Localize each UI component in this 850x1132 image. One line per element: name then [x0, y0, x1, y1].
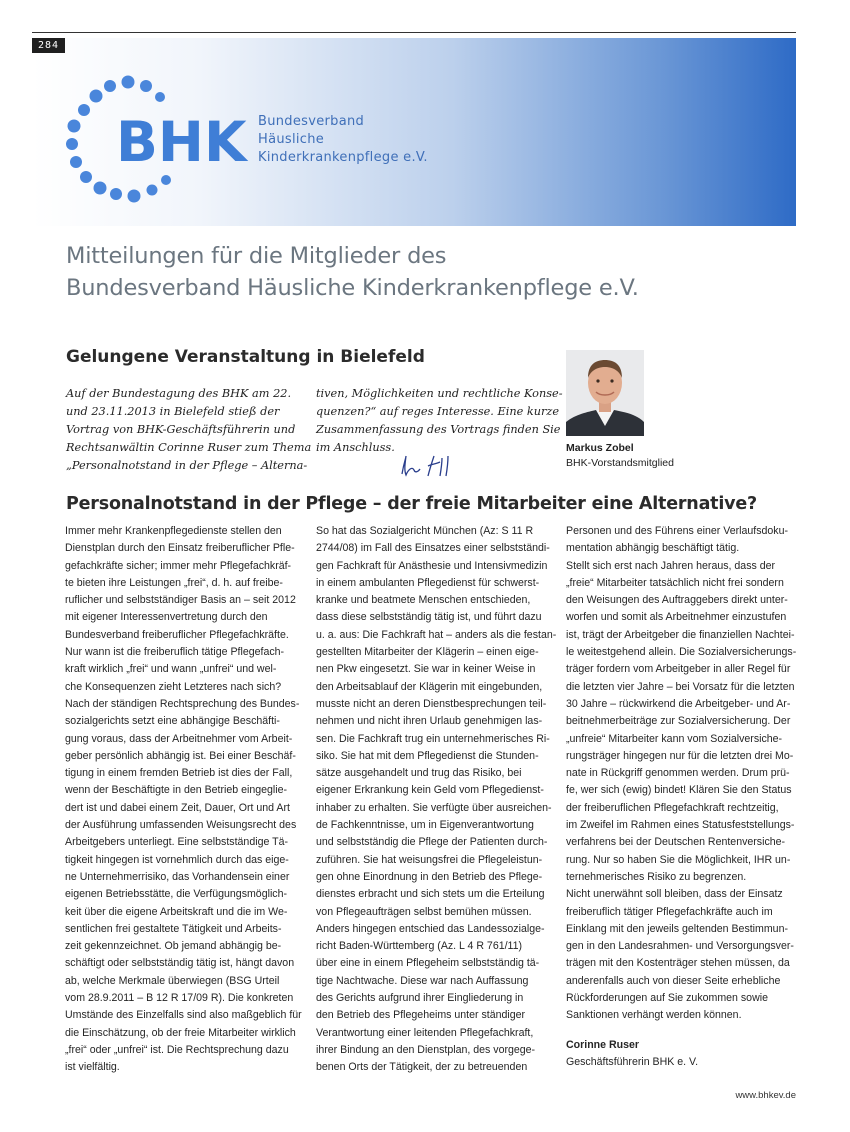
- text-line: nen Pkw eingesetzt. Sie war in keiner Weise in: [316, 663, 536, 676]
- text-line: eigenen Betriebsstätte, die Verfügungsmöglich-: [65, 888, 288, 901]
- text-line: 2744/08) im Fall des Einsatzes einer selbstständi-: [316, 542, 550, 555]
- text-line: siko. Sie hat mit dem Pflegedienst die Stunden-: [316, 749, 539, 762]
- text-line: mit eigener Interessenvertretung durch den: [65, 611, 268, 624]
- text-line: über eine in einem Pflegeheim selbstständig tä-: [316, 957, 540, 970]
- text-line: Umstände des Einzelfalls sind also maßgeblich für: [65, 1009, 302, 1022]
- text-line: sätze ausgehandelt und trug das Risiko, bei: [316, 767, 522, 780]
- text-line: sen. Die Fachkraft trug ein unternehmerisches Ri-: [316, 732, 550, 745]
- page-number: 284: [32, 38, 65, 53]
- text-line: Bundesverband freiberuflicher Pflegefachkräfte.: [65, 628, 289, 641]
- text-line: von Pflegeaufträgen selbst bemühen müssen.: [316, 905, 532, 918]
- intro-line: Rechtsanwältin Corinne Ruser zum Thema: [66, 441, 312, 454]
- article-column-3: [566, 523, 798, 1071]
- text-line: den Weisungen des Auftraggebers direkt unter-: [566, 594, 788, 607]
- text-line: Immer mehr Krankenpflegedienste stellen den: [65, 525, 282, 537]
- handwritten-signature: [398, 452, 460, 480]
- text-line: „freie“ Mitarbeiter tatsächlich nicht frei sondern: [566, 576, 784, 589]
- text-line: keit über die eigene Arbeitskraft und die im We-: [65, 905, 288, 918]
- intro-line: tiven, Möglichkeiten und rechtliche Konse-: [316, 387, 563, 400]
- article-heading: Personalnotstand in der Pflege – der freie Mitarbeiter eine Alternative?: [66, 494, 757, 514]
- text-line: Nur wann ist die freiberuflich tätige Pflegefach-: [65, 646, 285, 659]
- author-role: Geschäftsführerin BHK e. V.: [566, 1055, 699, 1068]
- portrait-photo: [566, 350, 644, 436]
- text-line: ist vielfältig.: [65, 1061, 120, 1074]
- page-title-line: Bundesverband Häusliche Kinderkrankenpflege e.V.: [66, 275, 639, 301]
- text-line: nehmen und nicht ihren Urlaub genehmigen las-: [316, 715, 543, 728]
- org-line: Bundesverband: [258, 114, 365, 129]
- text-line: u. a. aus: Die Fachkraft hat – anders als die festan-: [316, 628, 557, 641]
- text-line: zuführen. Sie hat weisungsfrei die Pflegeleistun-: [316, 853, 543, 866]
- text-line: „unfreie“ Mitarbeiter kann vom Sozialversiche-: [566, 732, 783, 745]
- text-line: mentation abhängig beschäftigt tätig.: [566, 542, 740, 555]
- text-line: Arbeitgebers unterliegt. Eine selbstständige Tä-: [65, 836, 288, 849]
- text-line: eigener Erkrankung kein Geld vom Pflegedienst-: [316, 784, 544, 797]
- text-line: der Ausführung umfassenden Weisungsrecht des: [65, 819, 297, 832]
- text-line: freiberuflich tätiger Pflegefachkräfte auch im: [566, 905, 773, 918]
- intro-line: quenzen?“ auf reges Interesse. Eine kurze: [316, 405, 560, 418]
- text-line: ist, trägt der Arbeitgeber die finanziellen Nachtei-: [566, 628, 795, 641]
- intro-line: im Anschluss.: [316, 441, 395, 454]
- article-column-2: [316, 523, 557, 1077]
- text-line: sentlichen frei gestaltete Tätigkeit und Arbeits-: [65, 922, 282, 935]
- text-line: tigkeit hingegen ist vornehmlich durch das eige-: [65, 853, 289, 866]
- text-line: geber persönlich abhängig ist. Bei einer Beschäf-: [65, 749, 296, 762]
- spacer: [566, 1025, 798, 1037]
- intro-line: Auf der Bundestagung des BHK am 22.: [66, 387, 292, 400]
- text-line: schäftigt oder selbstständig tätig ist, hängt davon: [65, 957, 295, 970]
- org-line: Häusliche: [258, 132, 325, 147]
- text-line: anderenfalls auch von dieser Seite erhebliche: [566, 974, 781, 987]
- text-line: gung voraus, dass der Arbeitnehmer vom Arbeit-: [65, 732, 293, 745]
- text-line: rung. Nur so haben Sie die Möglichkeit, IHR un-: [566, 853, 791, 866]
- text-line: de Fachkenntnisse, um in Eigenverantwortung: [316, 819, 534, 832]
- text-line: gestellten Mitarbeiter der Klägerin – einen eige-: [316, 646, 539, 659]
- logo-text: BHK: [116, 110, 247, 174]
- text-line: und selbstständig die Pflege der Patienten durch-: [316, 836, 548, 849]
- text-line: ternehmerisches Risiko zu begrenzen.: [566, 870, 747, 883]
- event-intro-col1: [66, 385, 312, 475]
- text-line: gen in den Landesrahmen- und Versorgungsver-: [566, 940, 794, 953]
- org-name: [258, 113, 428, 167]
- text-line: te bieten ihre Leistungen „frei“, d. h. auf freibe-: [65, 576, 283, 589]
- event-intro-col2: [316, 385, 563, 457]
- text-line: wenn der Beschäftigte in den Betrieb eingeglie-: [65, 784, 288, 797]
- text-line: im Zweifel im Rahmen eines Statusfeststellungs-: [566, 819, 795, 832]
- text-line: rungsträger hingegen nur für die letzten drei Mo-: [566, 749, 794, 762]
- page-title-line: Mitteilungen für die Mitglieder des: [66, 243, 447, 269]
- text-line: Sanktionen verhängt werden können.: [566, 1009, 742, 1022]
- text-line: trägen mit den Kostenträger stehen müssen, da: [566, 957, 790, 970]
- text-line: inhaber zu erhalten. Sie verfügte über ausreichen-: [316, 801, 552, 814]
- text-line: gefachkräfte sicher; immer mehr Pflegefachkräf-: [65, 559, 292, 572]
- person-name: Markus Zobel: [566, 442, 634, 454]
- text-line: ne Unternehmerrisiko, das Vorhandensein einer: [65, 870, 290, 883]
- text-line: Personen und des Führens einer Verlaufsdoku-: [566, 525, 789, 537]
- text-line: ihrer Bindung an den Dienstplan, des vorgege-: [316, 1043, 536, 1056]
- text-line: richt Baden-Württemberg (Az. L 4 R 761/11): [316, 940, 523, 953]
- event-heading: Gelungene Veranstaltung in Bielefeld: [66, 347, 425, 367]
- text-line: 30 Jahre – rückwirkend die Arbeitgeber- und Ar-: [566, 697, 791, 710]
- text-line: sozialgerichts setzt eine abhängige Beschäfti-: [65, 715, 280, 728]
- text-line: gen ohne Einordnung in den Betrieb des Pflege-: [316, 870, 543, 883]
- footer-url[interactable]: www.bhkev.de: [735, 1090, 796, 1101]
- text-line: So hat das Sozialgericht München (Az: S 11 R: [316, 525, 534, 537]
- text-line: kranke und beatmete Menschen entschieden,: [316, 594, 531, 607]
- text-line: beitnehmerbeiträge zur Sozialversicherung. Der: [566, 715, 791, 728]
- text-line: „frei“ oder „unfrei“ ist. Die Rechtsprechung dazu: [65, 1043, 289, 1056]
- org-line: Kinderkrankenpflege e.V.: [258, 150, 428, 165]
- text-line: Nach der ständigen Rechtsprechung des Bundes-: [65, 697, 300, 710]
- intro-line: Zusammenfassung des Vortrags finden Sie: [316, 423, 561, 436]
- text-line: ruflicher und selbstständiger Basis an – seit 2012: [65, 594, 296, 607]
- text-line: ab, welche Merkmale überwiegen (BSG Urteil: [65, 974, 280, 987]
- text-line: zeit gekennzeichnet. Ob jemand abhängig be-: [65, 940, 282, 953]
- text-line: tige Nachtwache. Diese war nach Auffassung: [316, 974, 529, 987]
- text-line: nate in Rückgriff genommen werden. Drum prü-: [566, 767, 790, 780]
- text-line: den Betrieb des Pflegeheims unter ständiger: [316, 1009, 526, 1022]
- text-line: die letzten vier Jahre – bei Vorsatz für die letzten: [566, 680, 795, 693]
- text-line: den Arbeitsablauf der Klägerin mit eingebunden,: [316, 680, 543, 693]
- text-line: Dienstplan durch den Einsatz freiberuflicher Pfle-: [65, 542, 295, 555]
- text-line: Rückforderungen auf Sie zukommen sowie: [566, 992, 768, 1005]
- text-line: benen Orts der Tätigkeit, der zu betreuenden: [316, 1061, 528, 1074]
- text-line: vom 28.9.2011 – B 12 R 17/09 R). Die konkreten: [65, 992, 294, 1005]
- text-line: Stellt sich erst nach Jahren heraus, dass der: [566, 559, 776, 572]
- text-line: Nicht unerwähnt soll bleiben, dass der Einsatz: [566, 888, 783, 901]
- text-line: musste nicht an deren Dienstbesprechungen teil-: [316, 697, 547, 710]
- intro-line: und 23.11.2013 in Bielefeld stieß der: [66, 405, 280, 418]
- text-line: tigung in einem fremden Betrieb ist dies der Fall,: [65, 767, 293, 780]
- text-line: dert ist und dabei einem Zeit, Dauer, Ort und Art: [65, 801, 290, 814]
- person-role: BHK-Vorstandsmitglied: [566, 457, 674, 469]
- text-line: träger fordern vom Arbeitgeber in aller Regel für: [566, 663, 791, 676]
- page-title: [66, 240, 639, 304]
- text-line: des Gerichts aufgrund ihrer Eingliederung in: [316, 992, 524, 1005]
- text-line: che Konsequenzen zieht Letzteres nach sich?: [65, 680, 282, 693]
- author-name: Corinne Ruser: [566, 1038, 639, 1051]
- intro-line: Vortrag von BHK-Geschäftsführerin und: [66, 423, 296, 436]
- bhk-logo: [60, 70, 250, 210]
- article-column-1: [65, 523, 302, 1077]
- text-line: le weitestgehend allein. Die Sozialversicherungs-: [566, 646, 797, 659]
- text-line: dienstes erbracht und sich stets um die Erteilung: [316, 888, 545, 901]
- text-line: dass diese selbstständig tätig ist, und führt dazu: [316, 611, 542, 624]
- text-line: worfen und somit als Arbeitnehmer einzustufen: [566, 611, 787, 624]
- text-line: der freiberuflichen Pflegefachkraft rechtzeitig,: [566, 801, 779, 814]
- text-line: fe, wer sich (ewig) bindet! Klären Sie den Status: [566, 784, 792, 797]
- text-line: Verantwortung einer leitenden Pflegefachkraft,: [316, 1026, 534, 1039]
- text-line: verfahrens bei der Deutschen Rentenversiche-: [566, 836, 786, 849]
- text-line: in einem ambulanten Pflegedienst für schwerst-: [316, 576, 540, 589]
- text-line: Anders hingegen entschied das Landessozialge-: [316, 922, 545, 935]
- text-line: gen Fachkraft für Anästhesie und Intensivmedizin: [316, 559, 548, 572]
- intro-line: „Personalnotstand in der Pflege – Alterna-: [66, 459, 308, 472]
- text-line: kraft wirklich „frei“ und wann „unfrei“ und wel-: [65, 663, 277, 676]
- text-line: die Einschätzung, ob der freie Mitarbeiter wirklich: [65, 1026, 296, 1039]
- text-line: Einklang mit den jeweils geltenden Bestimmun-: [566, 922, 788, 935]
- top-rule: [32, 32, 796, 33]
